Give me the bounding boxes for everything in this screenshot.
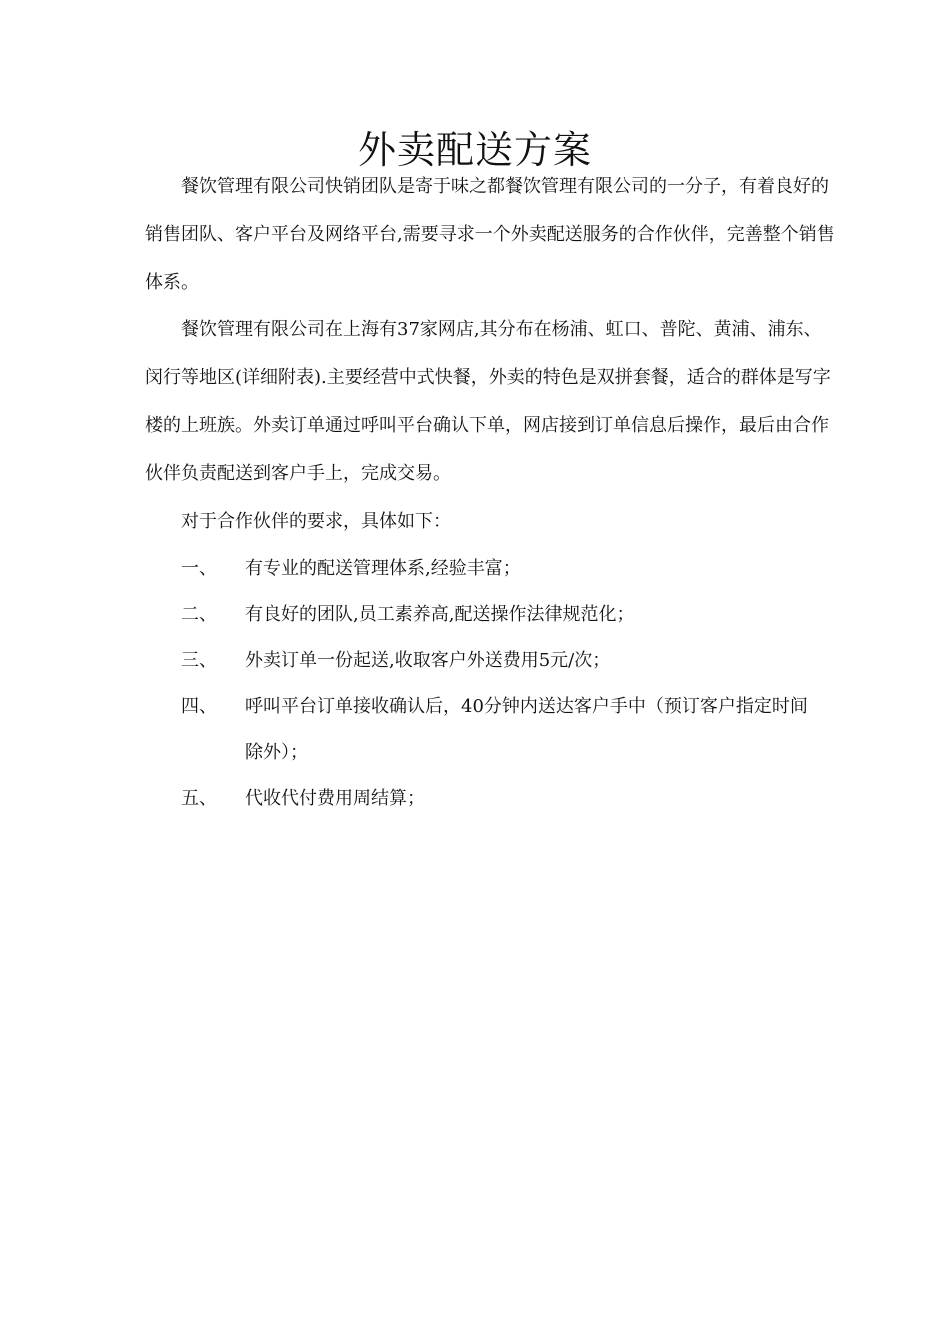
document-title: 外卖配送方案 [357,128,592,172]
list-item [181,776,821,822]
requirements-list [181,546,821,822]
list-item-text: 代收代付费用周结算； [245,788,425,809]
list-item-number: 四、 [181,696,217,717]
list-item-text: 呼叫平台订单接收确认后，40分钟内送达客户手中（预订客户指定时间除外）； [245,696,808,763]
list-item [181,592,821,638]
list-item-text: 外卖订单一份起送,收取客户外送费用5元/次； [245,650,611,671]
list-item-number: 二、 [181,604,217,625]
list-item-number: 五、 [181,788,217,809]
list-item [181,638,821,684]
requirements-lead: 对于合作伙伴的要求，具体如下： [181,511,451,532]
list-item-text: 有良好的团队,员工素养高,配送操作法律规范化； [245,604,635,625]
business-paragraph: 餐饮管理有限公司在上海有37家网店,其分布在杨浦、虹口、普陀、黄浦、浦东、闵行等地区(详细附表).主要经营中式快餐，外卖的特色是双拼套餐，适合的群体是写字楼的上班族。外卖订单通过呼叫平台确认下单，网店接到订单信息后操作，最后由合作伙伴负责配送到客户手上，完成交易。 [145,319,831,484]
list-item [181,546,821,592]
list-item-text: 有专业的配送管理体系,经验丰富； [245,558,521,579]
intro-paragraph: 餐饮管理有限公司快销团队是寄于味之都餐饮管理有限公司的一分子，有着良好的销售团队、客户平台及网络平台,需要寻求一个外卖配送服务的合作伙伴，完善整个销售体系。 [145,176,835,293]
list-item-number: 一、 [181,558,217,579]
list-item [181,684,821,776]
list-item-number: 三、 [181,650,217,671]
